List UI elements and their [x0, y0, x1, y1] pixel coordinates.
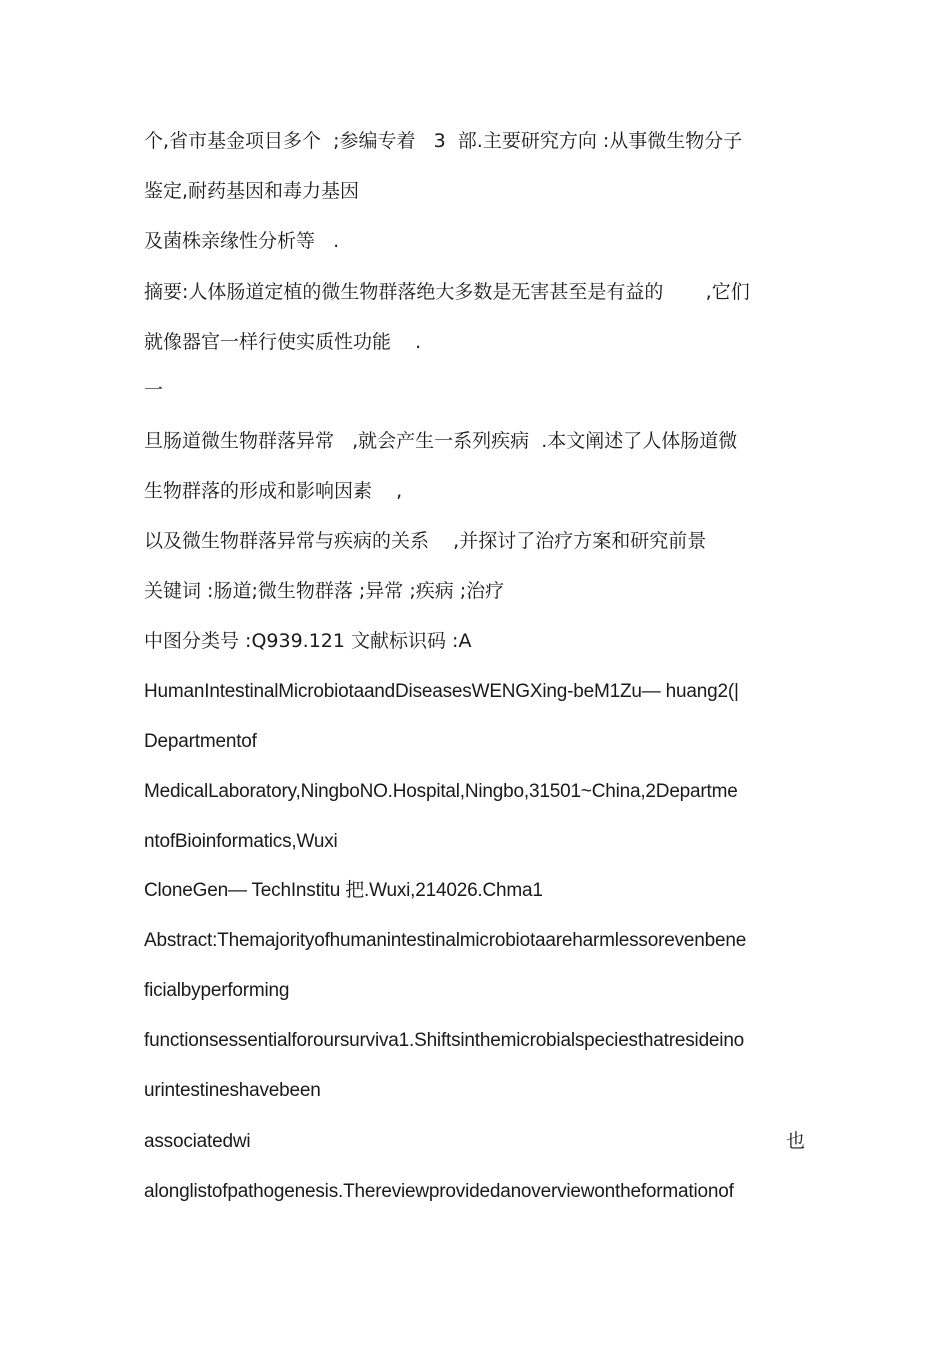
text-line-1: 个,省市基金项目多个 ;参编专着 3 部.主要研究方向 :从事微生物分子 [144, 130, 743, 152]
abstract-en-line-3: functionsessentialforoursurviva1.Shiftsinthemicrobialspeciesthatresideino [144, 1030, 745, 1051]
english-title-line: HumanIntestinalMicrobiotaandDiseasesWENGXing-beM1Zu— huang2(| [144, 681, 739, 702]
abstract-en-line-6: alonglistofpathogenesis.Thereviewprovidedanoverviewontheformationof [144, 1181, 734, 1202]
abstract-cn-line-6: 以及微生物群落异常与疾病的关系 ,并探讨了治疗方案和研究前景 [144, 530, 707, 552]
affiliation-line-1: Departmentof [144, 731, 257, 752]
abstract-cn-line-4: 旦肠道微生物群落异常 ,就会产生一系列疾病 .本文阐述了人体肠道微 [144, 430, 738, 452]
stray-character: 也 [786, 1130, 806, 1152]
affiliation-line-4: CloneGen— TechInstitu 把.Wuxi,214026.Chma1 [144, 880, 543, 901]
abstract-cn-line-1: 摘要:人体肠道定植的微生物群落绝大多数是无害甚至是有益的 ,它们 [144, 281, 750, 303]
abstract-en-line-4: urintestineshavebeen [144, 1080, 321, 1101]
affiliation-line-3: ntofBioinformatics,Wuxi [144, 831, 338, 852]
abstract-en-line-2: ficialbyperforming [144, 980, 290, 1001]
keywords-line: 关键词 :肠道;微生物群落 ;异常 ;疾病 ;治疗 [144, 580, 505, 602]
abstract-cn-line-3: 一 [144, 379, 164, 401]
classification-line: 中图分类号 :Q939.121 文献标识码 :A [144, 630, 472, 652]
abstract-cn-line-2: 就像器官一样行使实质性功能 . [144, 331, 422, 353]
abstract-en-line-1: Abstract:Themajorityofhumanintestinalmicrobiotaareharmlessorevenbene [144, 930, 747, 951]
abstract-cn-line-5: 生物群落的形成和影响因素 , [144, 480, 403, 502]
text-line-3: 及菌株亲缘性分析等 . [144, 230, 340, 252]
abstract-en-line-5: associatedwi [144, 1131, 251, 1152]
affiliation-line-2: MedicalLaboratory,NingboNO.Hospital,Ningbo,31501~China,2Departme [144, 781, 738, 802]
text-line-2: 鉴定,耐药基因和毒力基因 [144, 180, 360, 202]
